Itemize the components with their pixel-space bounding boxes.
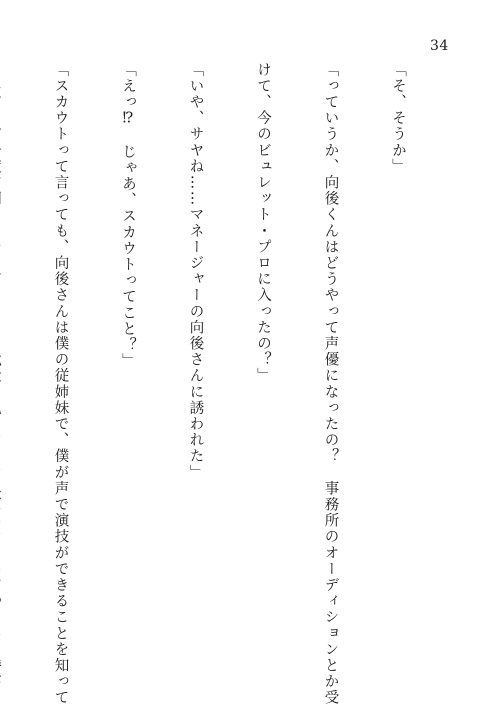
body-text — [52, 62, 454, 706]
text-line: 「っていうか、向後くんはどうやって声優になったの？ 事務所のオーディションとか受 — [322, 62, 339, 706]
text-line: 「そ、そうか」 — [390, 62, 406, 175]
text-line: 「えっ⁉ じゃあ、スカウトってこと？」 — [120, 62, 136, 370]
text-line: けて、今のビュレット・プロに入ったの？」 — [255, 62, 271, 384]
page-number: 34 — [430, 38, 449, 54]
text-line — [0, 62, 4, 672]
text-line: 「スカウトって言っても、向後さんは僕の従姉妹で、僕が声で演技ができることを知って — [52, 62, 69, 706]
text-line: 「いや、サヤね……マネージャーの向後さんに誘われた」 — [187, 62, 204, 481]
